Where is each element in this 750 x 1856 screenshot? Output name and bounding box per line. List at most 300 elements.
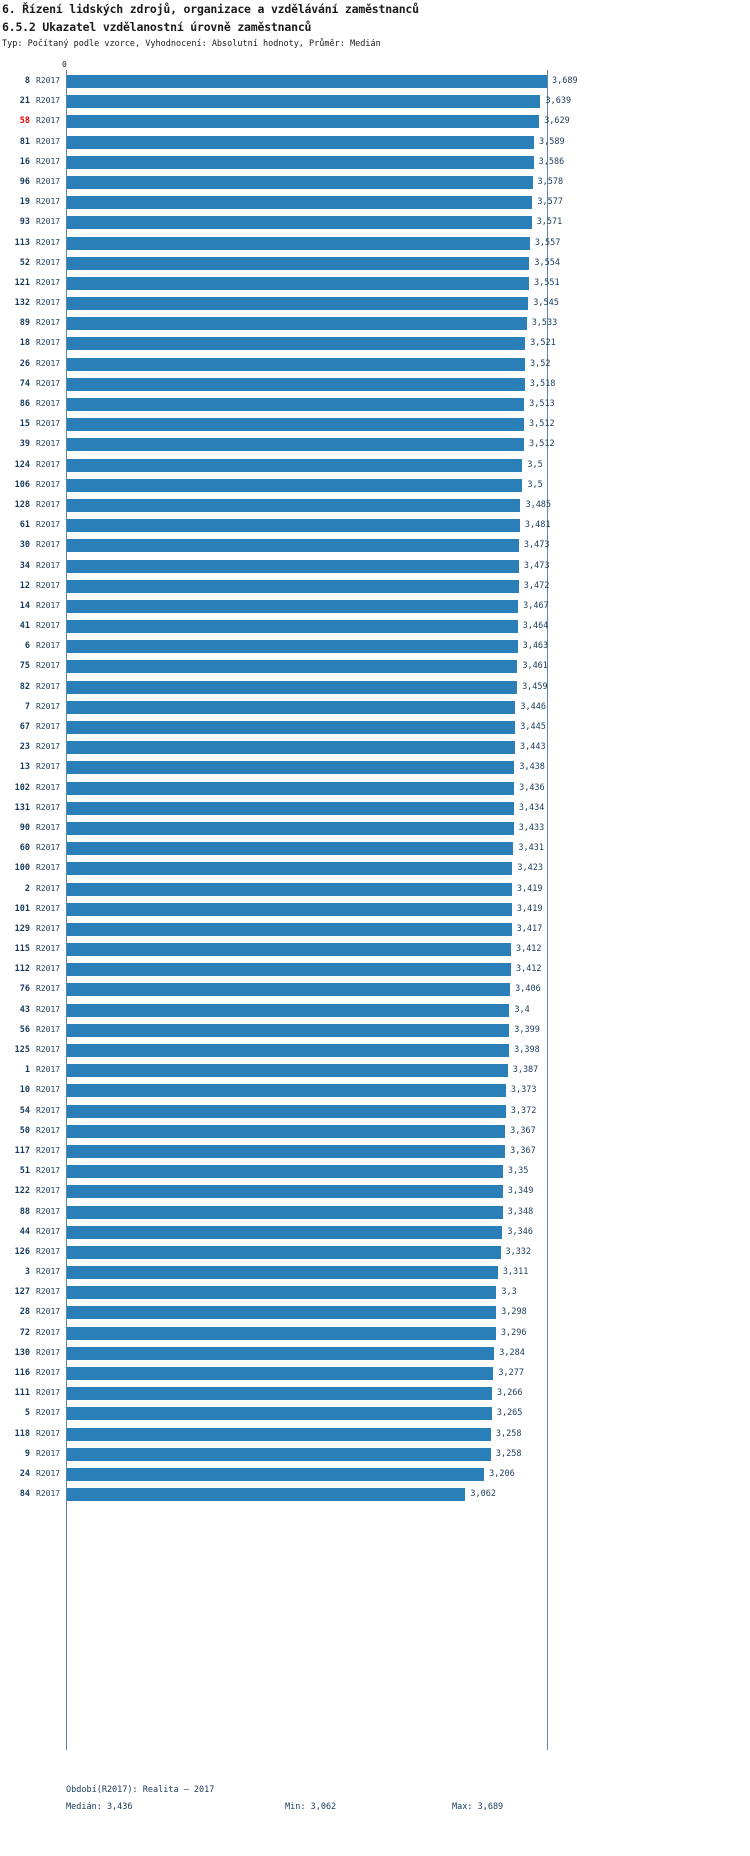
row-period-label: R2017	[36, 1246, 61, 1256]
row-category-label: 76	[19, 984, 30, 995]
bar[interactable]	[67, 883, 512, 896]
bar[interactable]	[67, 681, 517, 694]
bar[interactable]	[67, 903, 512, 916]
bar-value-label: 3,431	[518, 843, 545, 854]
bar-row[interactable]	[0, 435, 750, 455]
bar-row[interactable]	[0, 112, 750, 132]
bar[interactable]	[67, 75, 547, 88]
bar[interactable]	[67, 1488, 465, 1501]
row-period-label: R2017	[36, 399, 61, 408]
bar-row[interactable]	[0, 1324, 750, 1344]
bar[interactable]	[67, 136, 534, 149]
bar[interactable]	[67, 317, 527, 330]
bar-value-label: 3,467	[523, 600, 549, 611]
bar-value-label: 3,545	[533, 298, 559, 309]
x-axis-tick-0: 0	[62, 60, 67, 69]
row-category-label: 61	[19, 520, 30, 531]
row-category-label: 115	[14, 944, 30, 955]
bar-row[interactable]	[0, 880, 750, 900]
bar-row[interactable]	[0, 1243, 750, 1263]
row-period-label: R2017	[36, 1045, 61, 1054]
bar-row[interactable]	[0, 234, 750, 254]
row-category-label: 89	[19, 318, 30, 329]
row-period-label: R2017	[36, 1125, 61, 1135]
bar[interactable]	[67, 519, 520, 532]
chart-footer	[0, 1785, 750, 1845]
row-category-label: 24	[19, 1468, 30, 1479]
bar[interactable]	[67, 499, 520, 512]
bar-row[interactable]	[0, 1364, 750, 1384]
page-title-line2: 6.5.2 Ukazatel vzdělanostní úrovně zaměstnanců	[2, 20, 312, 34]
bar-row[interactable]	[0, 1102, 750, 1122]
row-period-label: R2017	[36, 802, 61, 812]
bar-row[interactable]	[0, 698, 750, 718]
bar[interactable]	[67, 257, 529, 270]
row-category-label: 90	[19, 822, 30, 833]
bar[interactable]	[67, 1387, 492, 1400]
row-period-label: R2017	[36, 96, 61, 106]
bar[interactable]	[67, 782, 514, 795]
row-period-label: R2017	[36, 1186, 61, 1196]
bar-value-label: 3,436	[519, 782, 545, 793]
bar-row[interactable]	[0, 375, 750, 395]
row-period-label: R2017	[36, 197, 61, 207]
row-period-label: R2017	[36, 338, 61, 348]
bar-row[interactable]	[0, 1465, 750, 1485]
bar-value-label: 3,412	[515, 944, 542, 955]
bar-value-label: 3,689	[552, 76, 578, 86]
bar-row[interactable]	[0, 980, 750, 1000]
bar[interactable]	[67, 1044, 509, 1057]
bar-row[interactable]	[0, 859, 750, 879]
bar[interactable]	[67, 1084, 506, 1097]
row-period-label: R2017	[36, 1145, 61, 1155]
max-label: Max: 3,689	[452, 1802, 504, 1812]
bar-row[interactable]	[0, 496, 750, 516]
row-period-label: R2017	[36, 499, 61, 509]
row-period-label: R2017	[36, 1267, 61, 1277]
bar-row[interactable]	[0, 1001, 750, 1021]
bar[interactable]	[67, 1185, 503, 1198]
bar-row[interactable]	[0, 294, 750, 314]
row-period-label: R2017	[36, 984, 61, 994]
bar[interactable]	[67, 761, 514, 774]
row-category-label: 58	[19, 116, 30, 127]
row-period-label: R2017	[36, 540, 61, 550]
row-period-label: R2017	[36, 1105, 61, 1115]
row-period-label: R2017	[36, 1489, 61, 1499]
bar-row[interactable]	[0, 456, 750, 476]
row-category-label: 81	[19, 136, 30, 147]
bar-row[interactable]	[0, 1344, 750, 1364]
bar[interactable]	[67, 1206, 503, 1219]
bar-value-label: 3,419	[516, 903, 543, 914]
bar-value-label: 3,311	[502, 1267, 529, 1278]
row-category-label: 18	[19, 338, 30, 349]
row-period-label: R2017	[36, 116, 61, 126]
bar[interactable]	[67, 1367, 493, 1380]
row-period-label: R2017	[36, 722, 61, 731]
bar-row[interactable]	[0, 1283, 750, 1303]
row-period-label: R2017	[36, 782, 61, 792]
bar-row[interactable]	[0, 1263, 750, 1283]
bar-row[interactable]	[0, 1203, 750, 1223]
bar-row[interactable]	[0, 940, 750, 960]
bar[interactable]	[67, 459, 522, 472]
bar[interactable]	[67, 963, 511, 976]
page-title-line1: 6. Řízení lidských zdrojů, organizace a vzdělávání zaměstnanců	[2, 2, 419, 16]
row-period-label: R2017	[36, 520, 61, 530]
bar[interactable]	[67, 418, 524, 431]
row-category-label: 131	[14, 802, 30, 813]
row-period-label: R2017	[36, 479, 61, 489]
bar-value-label: 3,399	[514, 1024, 540, 1035]
bar-row[interactable]	[0, 758, 750, 778]
bar-value-label: 3,571	[536, 217, 563, 228]
bar-value-label: 3,367	[510, 1145, 536, 1156]
bar[interactable]	[67, 1246, 501, 1259]
bar[interactable]	[67, 1024, 509, 1037]
bar-row[interactable]	[0, 314, 750, 334]
bar[interactable]	[67, 358, 525, 371]
bar-value-label: 3,557	[534, 237, 561, 248]
chart-plot-area	[0, 60, 750, 1760]
bar-value-label: 3,518	[529, 378, 556, 389]
bar[interactable]	[67, 741, 515, 754]
row-period-label: R2017	[36, 1206, 61, 1216]
bar[interactable]	[67, 822, 514, 835]
bar[interactable]	[67, 943, 511, 956]
bar-row[interactable]	[0, 718, 750, 738]
bar-row[interactable]	[0, 799, 750, 819]
row-period-label: R2017	[36, 318, 61, 328]
bar[interactable]	[67, 620, 518, 633]
bar-value-label: 3,419	[516, 883, 543, 894]
bar-value-label: 3,5	[527, 459, 543, 470]
bar-row[interactable]	[0, 1162, 750, 1182]
row-period-label: R2017	[36, 1166, 61, 1176]
bar-value-label: 3,521	[530, 338, 556, 349]
bar[interactable]	[67, 721, 515, 734]
bar[interactable]	[67, 1145, 505, 1158]
bar-row[interactable]	[0, 597, 750, 617]
bar[interactable]	[67, 115, 539, 128]
bar[interactable]	[67, 479, 522, 492]
bar-row[interactable]	[0, 900, 750, 920]
bar-row[interactable]	[0, 637, 750, 657]
bar[interactable]	[67, 176, 533, 189]
row-category-label: 10	[19, 1085, 30, 1096]
row-category-label: 19	[19, 197, 30, 208]
row-period-label: R2017	[36, 1065, 61, 1075]
bar-value-label: 3,512	[528, 419, 555, 430]
bar-row[interactable]	[0, 657, 750, 677]
row-period-label: R2017	[36, 843, 61, 853]
bar-value-label: 3,35	[507, 1166, 529, 1177]
bar-row[interactable]	[0, 617, 750, 637]
row-period-label: R2017	[36, 600, 61, 610]
bar-value-label: 3,433	[518, 822, 545, 833]
bar-value-label: 3,551	[534, 277, 560, 288]
bar-value-label: 3,284	[499, 1347, 525, 1358]
bar[interactable]	[67, 156, 534, 169]
bar-value-label: 3,464	[522, 621, 549, 632]
bar-row[interactable]	[0, 395, 750, 415]
bar[interactable]	[67, 1286, 496, 1299]
row-category-label: 130	[14, 1347, 30, 1358]
row-category-label: 74	[19, 378, 30, 389]
bar-row[interactable]	[0, 1182, 750, 1202]
bar-value-label: 3,438	[519, 762, 545, 773]
row-period-label: R2017	[36, 1287, 61, 1297]
bar-rows	[0, 72, 750, 1505]
bar-value-label: 3,3	[501, 1287, 517, 1298]
bar-row[interactable]	[0, 577, 750, 597]
row-category-label: 51	[19, 1166, 30, 1177]
row-category-label: 113	[14, 237, 30, 248]
row-period-label: R2017	[36, 1004, 61, 1014]
bar-value-label: 3,533	[531, 318, 558, 329]
row-category-label: 52	[19, 257, 30, 268]
bar-row[interactable]	[0, 516, 750, 536]
bar-row[interactable]	[0, 72, 750, 92]
row-period-label: R2017	[36, 277, 61, 287]
row-period-label: R2017	[36, 580, 61, 590]
row-category-label: 102	[14, 782, 30, 793]
bar[interactable]	[67, 1306, 496, 1319]
row-category-label: 117	[14, 1145, 30, 1156]
row-period-label: R2017	[36, 76, 61, 85]
bar-row[interactable]	[0, 334, 750, 354]
bar-row[interactable]	[0, 92, 750, 112]
bar-row[interactable]	[0, 1485, 750, 1505]
bar-row[interactable]	[0, 274, 750, 294]
bar-value-label: 3,578	[537, 176, 564, 187]
bar-value-label: 3,346	[507, 1226, 533, 1237]
bar-row[interactable]	[0, 1404, 750, 1424]
chart-subtitle: Typ: Počítaný podle vzorce, Vyhodnocení: Absolutní hodnoty, Průměr: Medián	[2, 39, 381, 49]
bar[interactable]	[67, 600, 518, 613]
bar-row[interactable]	[0, 779, 750, 799]
bar[interactable]	[67, 237, 530, 250]
bar-row[interactable]	[0, 1122, 750, 1142]
row-period-label: R2017	[36, 661, 61, 671]
bar-value-label: 3,332	[505, 1246, 532, 1257]
bar-value-label: 3,296	[500, 1327, 527, 1338]
row-category-label: 116	[14, 1368, 30, 1378]
bar-value-label: 3,586	[538, 156, 565, 167]
bar-value-label: 3,265	[496, 1408, 523, 1419]
bar-row[interactable]	[0, 557, 750, 577]
row-period-label: R2017	[36, 136, 61, 146]
row-category-label: 111	[14, 1388, 30, 1399]
row-category-label: 5	[24, 1408, 30, 1419]
bar[interactable]	[67, 277, 529, 290]
bar[interactable]	[67, 1327, 496, 1340]
bar-row[interactable]	[0, 153, 750, 173]
bar-value-label: 3,349	[507, 1186, 534, 1197]
bar-row[interactable]	[0, 173, 750, 193]
row-period-label: R2017	[36, 1408, 61, 1418]
bar[interactable]	[67, 539, 519, 552]
bar[interactable]	[67, 1428, 491, 1441]
bar[interactable]	[67, 1448, 491, 1461]
bar[interactable]	[67, 1064, 508, 1077]
bar[interactable]	[67, 196, 532, 209]
bar[interactable]	[67, 95, 540, 108]
bar-value-label: 3,577	[537, 197, 564, 208]
row-category-label: 12	[19, 580, 30, 591]
bar-row[interactable]	[0, 819, 750, 839]
bar[interactable]	[67, 1468, 484, 1481]
bar-row[interactable]	[0, 839, 750, 859]
bar-value-label: 3,367	[510, 1125, 536, 1136]
bar[interactable]	[67, 297, 528, 310]
bar-row[interactable]	[0, 1445, 750, 1465]
bar-value-label: 3,298	[501, 1307, 527, 1318]
bar-value-label: 3,629	[544, 116, 570, 127]
bar[interactable]	[67, 1226, 502, 1239]
bar-row[interactable]	[0, 1081, 750, 1101]
bar[interactable]	[67, 983, 510, 996]
bar[interactable]	[67, 701, 515, 714]
row-period-label: R2017	[36, 964, 61, 974]
bar[interactable]	[67, 640, 518, 653]
bar-value-label: 3,481	[524, 520, 551, 531]
bar[interactable]	[67, 1125, 505, 1138]
bar[interactable]	[67, 1004, 509, 1017]
row-category-label: 125	[14, 1045, 30, 1055]
bar-row[interactable]	[0, 1384, 750, 1404]
row-period-label: R2017	[36, 621, 61, 631]
bar-value-label: 3,266	[496, 1388, 523, 1399]
bar-row[interactable]	[0, 476, 750, 496]
row-period-label: R2017	[36, 439, 61, 449]
bar[interactable]	[67, 560, 519, 573]
row-category-label: 128	[14, 499, 30, 510]
row-period-label: R2017	[36, 298, 61, 308]
row-period-label: R2017	[36, 237, 61, 247]
bar-row[interactable]	[0, 1223, 750, 1243]
bar-row[interactable]	[0, 133, 750, 153]
row-category-label: 126	[14, 1246, 30, 1257]
row-category-label: 124	[14, 459, 30, 470]
bar-row[interactable]	[0, 960, 750, 980]
row-category-label: 121	[14, 277, 30, 288]
bar[interactable]	[67, 580, 519, 593]
bar[interactable]	[67, 842, 513, 855]
bar-row[interactable]	[0, 738, 750, 758]
row-period-label: R2017	[36, 903, 61, 913]
row-category-label: 41	[19, 621, 30, 632]
bar[interactable]	[67, 1347, 494, 1360]
row-period-label: R2017	[36, 822, 61, 832]
bar[interactable]	[67, 923, 512, 936]
row-category-label: 3	[24, 1267, 30, 1278]
row-period-label: R2017	[36, 1448, 61, 1458]
bar-row[interactable]	[0, 1061, 750, 1081]
bar[interactable]	[67, 1407, 492, 1420]
row-period-label: R2017	[36, 923, 61, 933]
bar-row[interactable]	[0, 193, 750, 213]
bar-row[interactable]	[0, 920, 750, 940]
row-category-label: 50	[19, 1125, 30, 1136]
row-category-label: 39	[19, 439, 30, 450]
bar[interactable]	[67, 1165, 503, 1178]
bar[interactable]	[67, 438, 524, 451]
bar-row[interactable]	[0, 1041, 750, 1061]
bar[interactable]	[67, 398, 524, 411]
row-period-label: R2017	[36, 1347, 61, 1357]
bar[interactable]	[67, 1266, 498, 1279]
bar[interactable]	[67, 1105, 506, 1118]
bar-value-label: 3,472	[523, 580, 550, 591]
bar-value-label: 3,417	[516, 923, 543, 934]
row-period-label: R2017	[36, 176, 61, 186]
row-period-label: R2017	[36, 944, 61, 954]
bar-value-label: 3,258	[495, 1428, 522, 1439]
row-category-label: 132	[14, 298, 30, 309]
row-category-label: 75	[19, 661, 30, 672]
row-category-label: 112	[14, 964, 30, 975]
row-category-label: 7	[24, 701, 30, 712]
bar-value-label: 3,513	[529, 399, 555, 409]
bar-row[interactable]	[0, 1303, 750, 1323]
bar-row[interactable]	[0, 1021, 750, 1041]
bar-row[interactable]	[0, 355, 750, 375]
bar[interactable]	[67, 802, 514, 815]
bar-row[interactable]	[0, 254, 750, 274]
bar-row[interactable]	[0, 536, 750, 556]
row-period-label: R2017	[36, 1368, 61, 1377]
row-category-label: 16	[19, 156, 30, 167]
bar[interactable]	[67, 660, 517, 673]
bar[interactable]	[67, 337, 525, 350]
row-category-label: 23	[19, 742, 30, 753]
bar-value-label: 3,473	[523, 560, 550, 571]
bar-value-label: 3,372	[510, 1105, 537, 1116]
bar-value-label: 3,445	[520, 722, 546, 732]
row-category-label: 21	[19, 96, 30, 107]
bar[interactable]	[67, 378, 525, 391]
row-period-label: R2017	[36, 459, 61, 469]
row-category-label: 9	[24, 1448, 30, 1459]
bar-row[interactable]	[0, 1425, 750, 1445]
row-period-label: R2017	[36, 681, 61, 691]
bar-value-label: 3,463	[522, 641, 549, 652]
bar[interactable]	[67, 862, 512, 875]
bar-row[interactable]	[0, 1142, 750, 1162]
row-category-label: 34	[19, 560, 30, 571]
row-category-label: 28	[19, 1307, 30, 1318]
row-category-label: 122	[14, 1186, 30, 1197]
row-category-label: 44	[19, 1226, 30, 1237]
bar-value-label: 3,373	[510, 1085, 537, 1096]
row-category-label: 56	[19, 1024, 30, 1035]
period-note: Období(R2017): Realita – 2017	[66, 1785, 215, 1795]
bar-row[interactable]	[0, 213, 750, 233]
bar-row[interactable]	[0, 678, 750, 698]
bar[interactable]	[67, 216, 532, 229]
row-category-label: 43	[19, 1004, 30, 1015]
bar-row[interactable]	[0, 415, 750, 435]
bar-value-label: 3,485	[525, 499, 552, 510]
row-category-label: 6	[24, 641, 30, 652]
row-category-label: 8	[24, 76, 30, 86]
row-category-label: 118	[14, 1428, 30, 1439]
row-period-label: R2017	[36, 883, 61, 893]
row-category-label: 93	[19, 217, 30, 228]
